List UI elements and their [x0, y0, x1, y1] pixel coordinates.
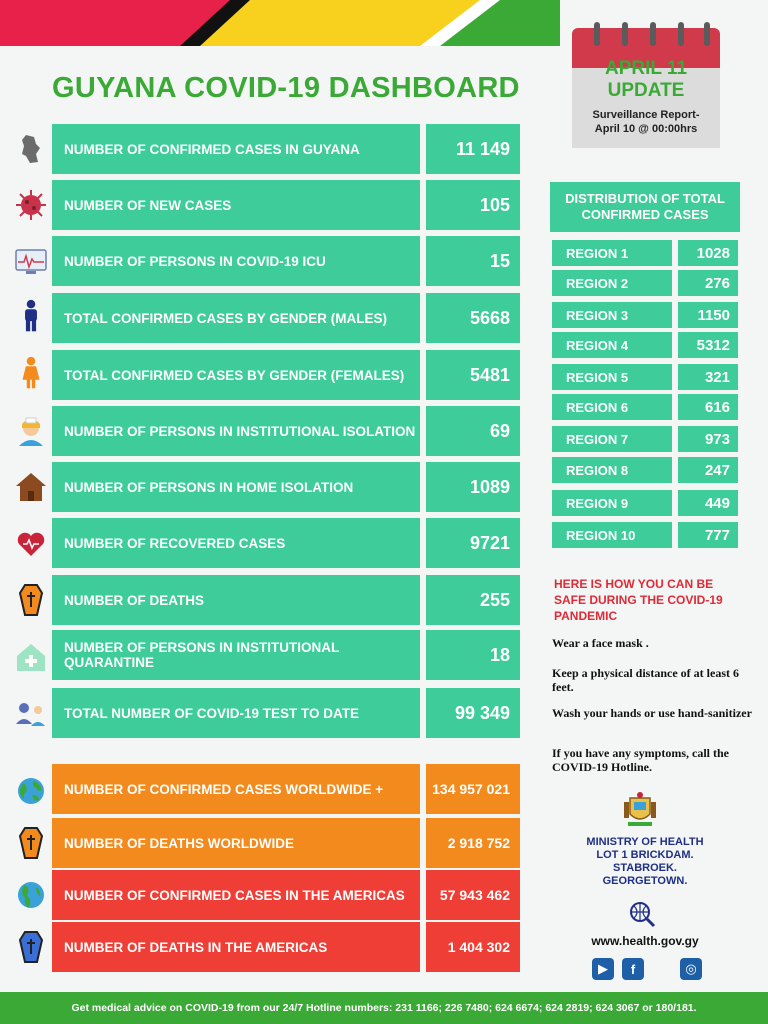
region-name: REGION 2 — [552, 270, 672, 296]
heart-hand-icon — [14, 528, 48, 562]
stat-label: NUMBER OF PERSONS IN INSTITUTIONAL QUARANTINE — [52, 630, 420, 680]
safety-tip: Wear a face mask . — [552, 636, 649, 650]
stat-value: 255 — [426, 575, 520, 625]
ministry-address-line: LOT 1 BRICKDAM. — [596, 849, 694, 861]
icu-monitor-icon — [14, 244, 48, 278]
safety-tip: If you have any symptoms, call the COVID-19 Hotline. — [552, 746, 730, 774]
coffin-icon — [14, 826, 48, 860]
stat-value: 105 — [426, 180, 520, 230]
stat-label: NUMBER OF RECOVERED CASES — [52, 518, 420, 568]
stat-value: 5668 — [426, 293, 520, 343]
region-value: 5312 — [678, 332, 738, 358]
region-value: 777 — [678, 522, 738, 548]
region-name: REGION 5 — [552, 364, 672, 390]
page-title: GUYANA COVID-19 DASHBOARD — [52, 72, 520, 104]
calendar-ring-icon — [594, 22, 600, 46]
ministry-address — [560, 836, 730, 888]
stat-value: 11 149 — [426, 124, 520, 174]
facebook-icon[interactable]: f — [622, 958, 644, 980]
calendar-ring-icon — [622, 22, 628, 46]
male-icon — [14, 299, 48, 333]
calendar-note-line-2: April 10 @ 00:00hrs — [594, 123, 698, 135]
coffin-icon — [14, 583, 48, 617]
stat-label: NUMBER OF DEATHS WORLDWIDE — [52, 818, 420, 868]
hotline-footer: Get medical advice on COVID-19 from our 24/7 Hotline numbers: 231 1166; 226 7480; 624 6674; 624 2819; 624 3067 or 180/181. — [0, 992, 768, 1024]
coffin-icon — [14, 930, 48, 964]
stat-label: TOTAL CONFIRMED CASES BY GENDER (FEMALES) — [52, 350, 420, 400]
stat-label: NUMBER OF CONFIRMED CASES IN GUYANA — [52, 124, 420, 174]
stat-value: 18 — [426, 630, 520, 680]
region-value: 321 — [678, 364, 738, 390]
stat-value: 15 — [426, 236, 520, 286]
calendar-ring-icon — [650, 22, 656, 46]
ministry-address-line: GEORGETOWN. — [602, 875, 688, 887]
stat-label: NUMBER OF CONFIRMED CASES IN THE AMERICAS — [52, 870, 420, 920]
stat-label: TOTAL NUMBER OF COVID-19 TEST TO DATE — [52, 688, 420, 738]
stat-label: NUMBER OF DEATHS IN THE AMERICAS — [52, 922, 420, 972]
stat-value: 1089 — [426, 462, 520, 512]
calendar-date-text: APRIL 11 — [604, 58, 688, 79]
stat-value: 1 404 302 — [426, 922, 520, 972]
stat-label: NUMBER OF PERSONS IN INSTITUTIONAL ISOLATION — [52, 406, 420, 456]
hospital-icon — [14, 640, 48, 674]
calendar-date — [572, 58, 720, 102]
house-icon — [14, 470, 48, 504]
region-name: REGION 10 — [552, 522, 672, 548]
region-value: 973 — [678, 426, 738, 452]
stat-label: NUMBER OF PERSONS IN HOME ISOLATION — [52, 462, 420, 512]
calendar-update-text: UPDATE — [607, 80, 685, 101]
female-icon — [14, 356, 48, 390]
stat-value: 69 — [426, 406, 520, 456]
update-calendar — [572, 22, 720, 148]
globe-icon — [14, 774, 48, 808]
nurse-icon — [14, 414, 48, 448]
calendar-ring-icon — [678, 22, 684, 46]
stat-value: 99 349 — [426, 688, 520, 738]
safety-tip: Keep a physical distance of at least 6 feet. — [552, 666, 739, 694]
region-value: 449 — [678, 490, 738, 516]
youtube-icon[interactable]: ▶ — [592, 958, 614, 980]
stat-value: 2 918 752 — [426, 818, 520, 868]
web-search-icon — [628, 900, 656, 928]
guyana-map-icon — [14, 132, 48, 166]
stat-value: 5481 — [426, 350, 520, 400]
ministry-address-line: STABROEK. — [613, 862, 677, 874]
region-value: 276 — [678, 270, 738, 296]
lab-test-icon — [14, 696, 48, 730]
region-value: 616 — [678, 394, 738, 420]
safety-tips-heading: HERE IS HOW YOU CAN BE SAFE DURING THE COVID-19 PANDEMIC — [554, 577, 723, 623]
region-name: REGION 8 — [552, 457, 672, 483]
website-link[interactable]: www.health.gov.gy — [591, 934, 699, 948]
calendar-ring-icon — [704, 22, 710, 46]
calendar-note — [572, 108, 720, 136]
coat-of-arms-icon — [620, 790, 660, 830]
distribution-title: DISTRIBUTION OF TOTAL CONFIRMED CASES — [550, 182, 740, 232]
region-value: 1150 — [678, 302, 738, 328]
guyana-flag-banner — [0, 0, 560, 46]
stat-label: NUMBER OF NEW CASES — [52, 180, 420, 230]
region-value: 247 — [678, 457, 738, 483]
region-name: REGION 6 — [552, 394, 672, 420]
globe-americas-icon — [14, 878, 48, 912]
region-name: REGION 4 — [552, 332, 672, 358]
stat-value: 9721 — [426, 518, 520, 568]
region-name: REGION 9 — [552, 490, 672, 516]
calendar-note-line-1: Surveillance Report- — [592, 109, 700, 121]
safety-tip: Wash your hands or use hand-sanitizer — [552, 706, 752, 720]
stat-label: NUMBER OF DEATHS — [52, 575, 420, 625]
stat-value: 134 957 021 — [426, 764, 520, 814]
region-name: REGION 7 — [552, 426, 672, 452]
stat-label: NUMBER OF PERSONS IN COVID-19 ICU — [52, 236, 420, 286]
stat-label: NUMBER OF CONFIRMED CASES WORLDWIDE + — [52, 764, 420, 814]
instagram-icon[interactable]: ◎ — [680, 958, 702, 980]
stat-label: TOTAL CONFIRMED CASES BY GENDER (MALES) — [52, 293, 420, 343]
ministry-name: MINISTRY OF HEALTH — [586, 836, 704, 848]
virus-icon — [14, 188, 48, 222]
region-name: REGION 3 — [552, 302, 672, 328]
region-value: 1028 — [678, 240, 738, 266]
region-name: REGION 1 — [552, 240, 672, 266]
stat-value: 57 943 462 — [426, 870, 520, 920]
